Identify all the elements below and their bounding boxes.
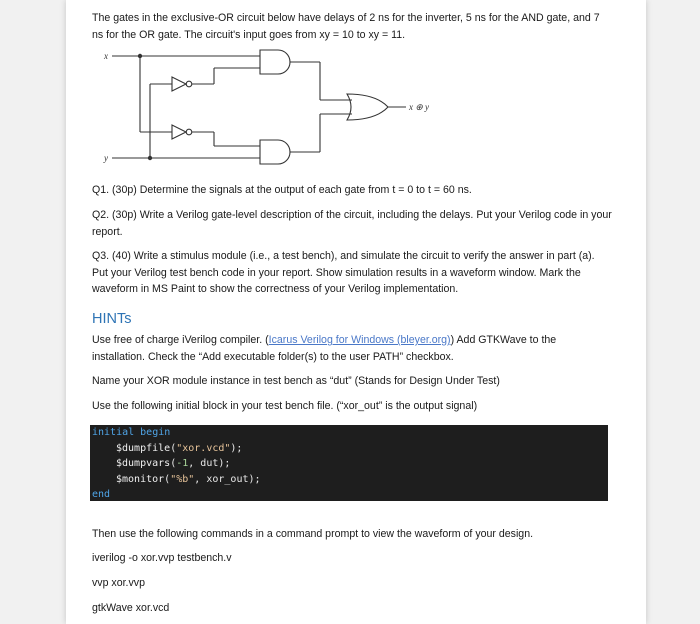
hint-1-after: ) Add GTKWave to the installation. Check the “Add executable folder(s) to the user PATH” checkbox. — [92, 334, 557, 363]
command-vvp: vvp xor.vvp — [92, 577, 145, 589]
question-1: Q1. (30p) Determine the signals at the output of each gate from t = 0 to t = 60 ns. — [92, 184, 472, 196]
label-output: x ⊕ y — [409, 102, 430, 112]
hints-heading: HINTs — [92, 311, 132, 327]
question-2: Q2. (30p) Write a Verilog gate-level description of the circuit, including the delays. Put your Verilog code in your report. — [92, 209, 612, 238]
hint-1-before: Use free of charge iVerilog compiler. ( — [92, 334, 269, 346]
hint-2: Name your XOR module instance in test bench as “dut” (Stands for Design Under Test) — [92, 375, 500, 387]
command-gtkwave: gtkWave xor.vcd — [92, 602, 170, 614]
xor-circuit-diagram — [96, 44, 456, 172]
question-3: Q3. (40) Write a stimulus module (i.e., a test bench), and simulate the circuit to verify the answer in part (a). Put your Verilog test bench code in your report. Show simulation results in a waveform window. Mark the waveform in MS Paint to show the correctness of your Verilog implementation. — [92, 250, 595, 296]
code-line-4: $monitor("%b", xor_out); — [116, 473, 261, 485]
hint-1 — [92, 332, 612, 365]
code-line-2: $dumpfile("xor.vcd"); — [116, 442, 243, 454]
code-line-3: $dumpvars(-1, dut); — [116, 458, 231, 469]
code-line-1 — [92, 425, 170, 441]
label-y: y — [104, 153, 108, 163]
code-line-5 — [92, 487, 110, 503]
code-end: end — [92, 489, 111, 500]
code-initial-begin: initial begin — [92, 427, 171, 438]
label-x: x — [104, 51, 108, 61]
command-iverilog: iverilog -o xor.vvp testbench.v — [92, 552, 232, 564]
commands-intro: Then use the following commands in a command prompt to view the waveform of your design. — [92, 528, 534, 540]
intro-paragraph: The gates in the exclusive-OR circuit below have delays of 2 ns for the inverter, 5 ns for the AND gate, and 7 ns for the OR gate. The circuit's input goes from xy = 10 to xy = 11. — [92, 12, 600, 41]
icarus-verilog-link[interactable]: Icarus Verilog for Windows (bleyer.org) — [268, 334, 451, 346]
code-block — [90, 425, 608, 501]
hint-3: Use the following initial block in your test bench file. (“xor_out” is the output signal) — [92, 400, 478, 412]
